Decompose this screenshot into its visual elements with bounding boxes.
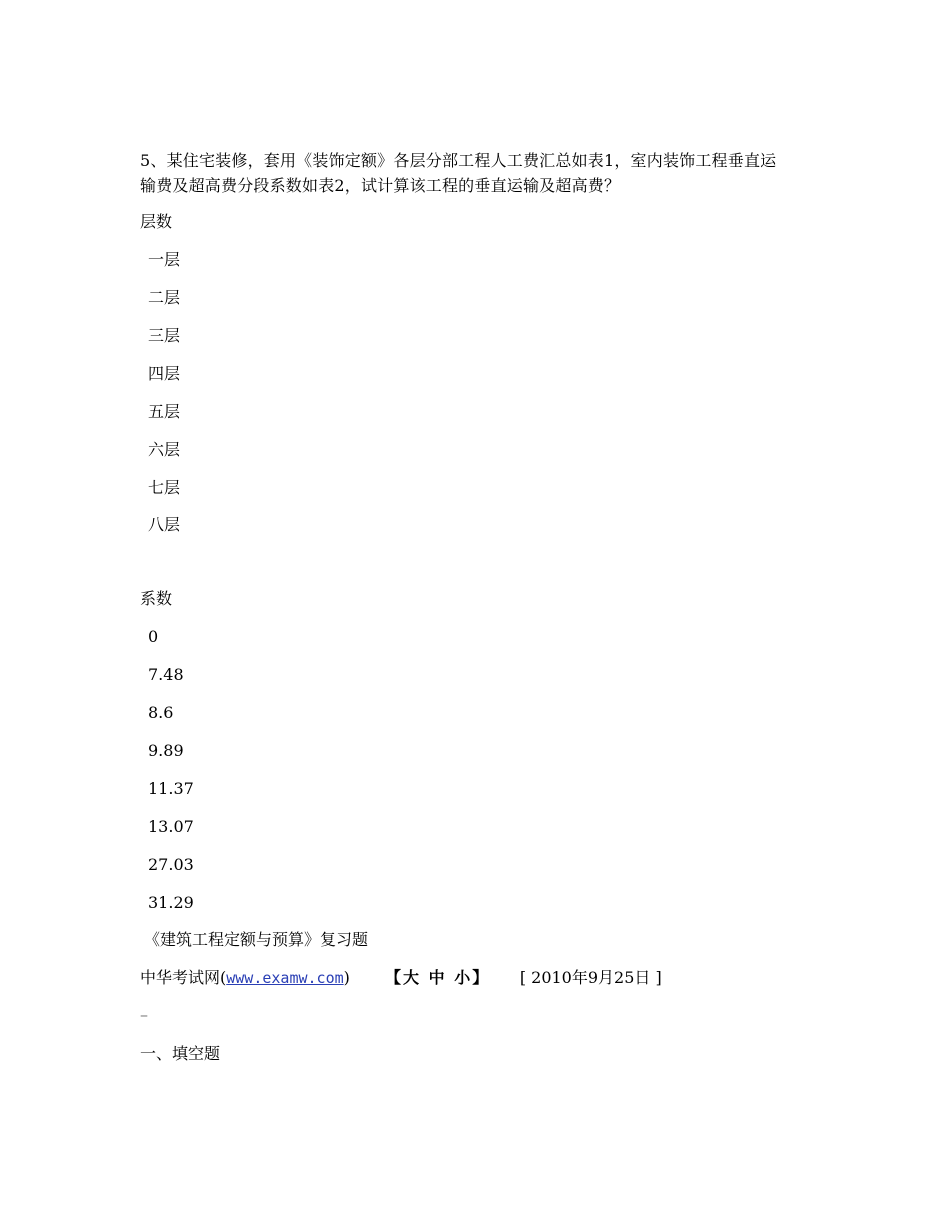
table1-row: 七层 xyxy=(148,478,181,497)
separator-dash: – xyxy=(140,1005,148,1024)
question-line-1: 5、某住宅装修，套用《装饰定额》各层分部工程人工费汇总如表1，室内装饰工程垂直运 xyxy=(140,151,777,170)
font-size-controls xyxy=(385,968,498,987)
table2-row: 7.48 xyxy=(148,665,184,684)
table2-row: 27.03 xyxy=(148,855,194,874)
table1-row: 四层 xyxy=(148,364,181,383)
table1-row: 二层 xyxy=(148,288,181,307)
table1-row: 五层 xyxy=(148,402,181,421)
publish-date: [ 2010年9月25日 ] xyxy=(519,968,662,987)
table1-row: 八层 xyxy=(148,515,181,534)
table2-row: 13.07 xyxy=(148,817,194,836)
table2-row: 31.29 xyxy=(148,893,194,912)
document-page xyxy=(140,0,820,1230)
table2-row: 0 xyxy=(148,627,159,646)
size-large-button[interactable]: 大 xyxy=(403,968,422,987)
source-line xyxy=(140,967,662,989)
table1-row: 一层 xyxy=(148,250,181,269)
table1-row: 三层 xyxy=(148,326,181,345)
table2-row: 9.89 xyxy=(148,741,184,760)
question-line-2: 输费及超高费分段系数如表2，试计算该工程的垂直运输及超高费？ xyxy=(140,176,621,195)
table1-header: 层数 xyxy=(140,212,173,231)
size-bracket-close: 】 xyxy=(472,968,491,987)
question-text xyxy=(140,148,820,198)
source-name-prefix: 中华考试网( xyxy=(140,968,227,987)
source-name-suffix: ) xyxy=(343,968,350,987)
section-heading: 一、填空题 xyxy=(140,1044,221,1063)
size-bracket-open: 【 xyxy=(385,968,404,987)
table2-row: 11.37 xyxy=(148,779,194,798)
table2-row: 8.6 xyxy=(148,703,174,722)
table1-row: 六层 xyxy=(148,440,181,459)
table2-header: 系数 xyxy=(140,589,173,608)
review-title: 《建筑工程定额与预算》复习题 xyxy=(144,930,369,949)
size-small-button[interactable]: 小 xyxy=(454,968,473,987)
source-link[interactable]: www.examw.com xyxy=(226,969,344,987)
size-medium-button[interactable]: 中 xyxy=(428,968,447,987)
